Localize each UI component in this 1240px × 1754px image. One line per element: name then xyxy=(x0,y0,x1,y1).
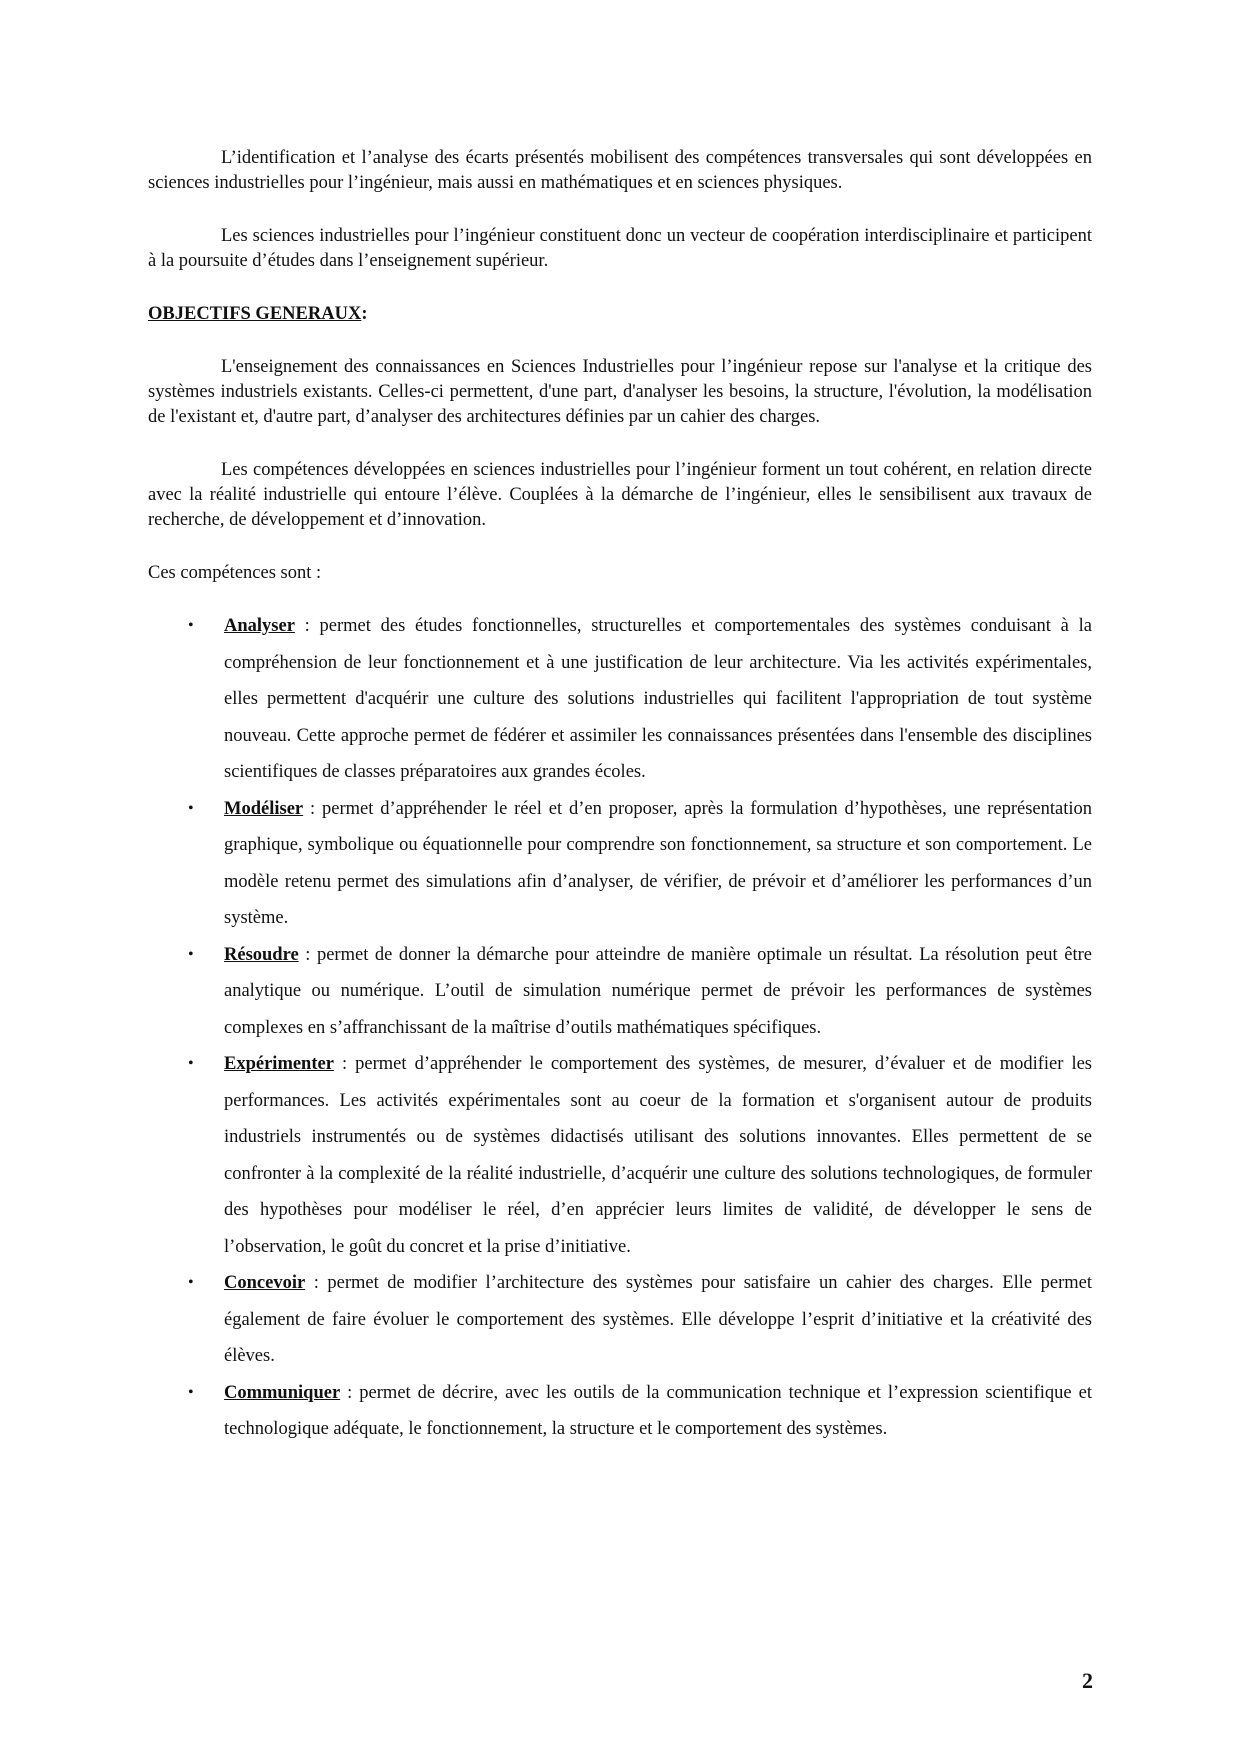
skill-description: : permet des études fonctionnelles, structurelles et comportementales des systèmes conduisant à la compréhension de leur fonctionnement et à une justification de leur architecture. Via les activités expérimentales, elles permettent d'acquérir une culture des solutions industrielles qui facilitent l'appropriation de tout système nouveau. Cette approche permet de fédérer et assimiler les connaissances présentées dans l'ensemble des disciplines scientifiques de classes préparatoires aux grandes écoles. xyxy=(224,616,1092,782)
skill-term: Résoudre xyxy=(224,944,299,965)
list-item-experimenter xyxy=(148,1046,1092,1265)
list-item-modeliser xyxy=(148,791,1092,937)
skill-description: : permet de modifier l’architecture des systèmes pour satisfaire un cahier des charges. Elle permet également de faire évoluer le comportement des systèmes. Elle développe l’esprit d’initiative et la créativité des élèves. xyxy=(224,1273,1092,1366)
skill-term: Analyser xyxy=(224,616,295,636)
bullet-icon: • xyxy=(188,617,194,634)
bullet-icon: • xyxy=(188,1274,194,1291)
intro-paragraph-2: Les sciences industrielles pour l’ingénieur constituent donc un vecteur de coopération interdisciplinaire et participent à la poursuite d’études dans l’enseignement supérieur. xyxy=(148,226,1092,271)
section-heading-text: OBJECTIFS GENERAUX xyxy=(148,304,362,324)
bullet-icon: • xyxy=(188,1383,194,1401)
list-item-communiquer xyxy=(148,1375,1092,1448)
document-page xyxy=(148,146,1092,1448)
list-item-analyser xyxy=(148,608,1092,791)
objectives-paragraph-1: L'enseignement des connaissances en Sciences Industrielles pour l’ingénieur repose sur l'analyse et la critique des systèmes industriels existants. Celles-ci permettent, d'une part, d'analyser les besoins, la structure, l'évolution, la modélisation de l'existant et, d'autre part, d’analyser des architectures définies par un cahier des charges. xyxy=(148,357,1092,427)
skill-term: Expérimenter xyxy=(224,1054,334,1074)
bullet-icon: • xyxy=(188,1055,194,1072)
page-number: 2 xyxy=(1082,1668,1093,1693)
skill-term: Communiquer xyxy=(224,1382,341,1403)
list-item-resoudre xyxy=(148,937,1092,1047)
skills-intro: Ces compétences sont : xyxy=(148,563,322,583)
section-heading-colon: : xyxy=(361,304,368,324)
skill-description: : permet d’appréhender le comportement des systèmes, de mesurer, d’évaluer et de modifier les performances. Les activités expérimentales sont au coeur de la formation et s'organisent autour de produits industriels instrumentés ou de systèmes didactisés utilisant des solutions innovantes. Elles permettent de se confronter à la complexité de la réalité industrielle, d’acquérir une culture des solutions technologiques, de formuler des hypothèses pour modéliser le réel, d’en apprécier leurs limites de validité, de développer le sens de l’observation, le goût du concret et la prise d’initiative. xyxy=(224,1054,1092,1257)
list-item-concevoir xyxy=(148,1265,1092,1375)
objectives-paragraph-2: Les compétences développées en sciences industrielles pour l’ingénieur forment un tout cohérent, en relation directe avec la réalité industrielle qui entoure l’élève. Couplées à la démarche de l’ingénieur, elles le sensibilisent aux travaux de recherche, de développement et d’innovation. xyxy=(148,460,1092,530)
bullet-icon: • xyxy=(188,799,194,817)
skill-term: Modéliser xyxy=(224,798,304,819)
skill-description: : permet d’appréhender le réel et d’en proposer, après la formulation d’hypothèses, une représentation graphique, symbolique ou équationnelle pour comprendre son fonctionnement, sa structure et son comportement. Le modèle retenu permet des simulations afin d’analyser, de vérifier, de prévoir et d’améliorer les performances d’un système. xyxy=(224,798,1092,928)
skill-term: Concevoir xyxy=(224,1273,306,1293)
skill-description: : permet de donner la démarche pour atteindre de manière optimale un résultat. La résolution peut être analytique ou numérique. L’outil de simulation numérique permet de prévoir les performances de systèmes complexes en s’affranchissant de la maîtrise d’outils mathématiques spécifiques. xyxy=(224,944,1092,1038)
bullet-icon: • xyxy=(188,945,194,963)
skills-list xyxy=(148,608,1092,1448)
intro-paragraph-1: L’identification et l’analyse des écarts présentés mobilisent des compétences transversales qui sont développées en sciences industrielles pour l’ingénieur, mais aussi en mathématiques et en sciences physiques. xyxy=(148,148,1092,193)
section-heading xyxy=(148,302,1092,327)
skill-description: : permet de décrire, avec les outils de la communication technique et l’expression scientifique et technologique adéquate, le fonctionnement, la structure et le comportement des systèmes. xyxy=(224,1382,1092,1439)
